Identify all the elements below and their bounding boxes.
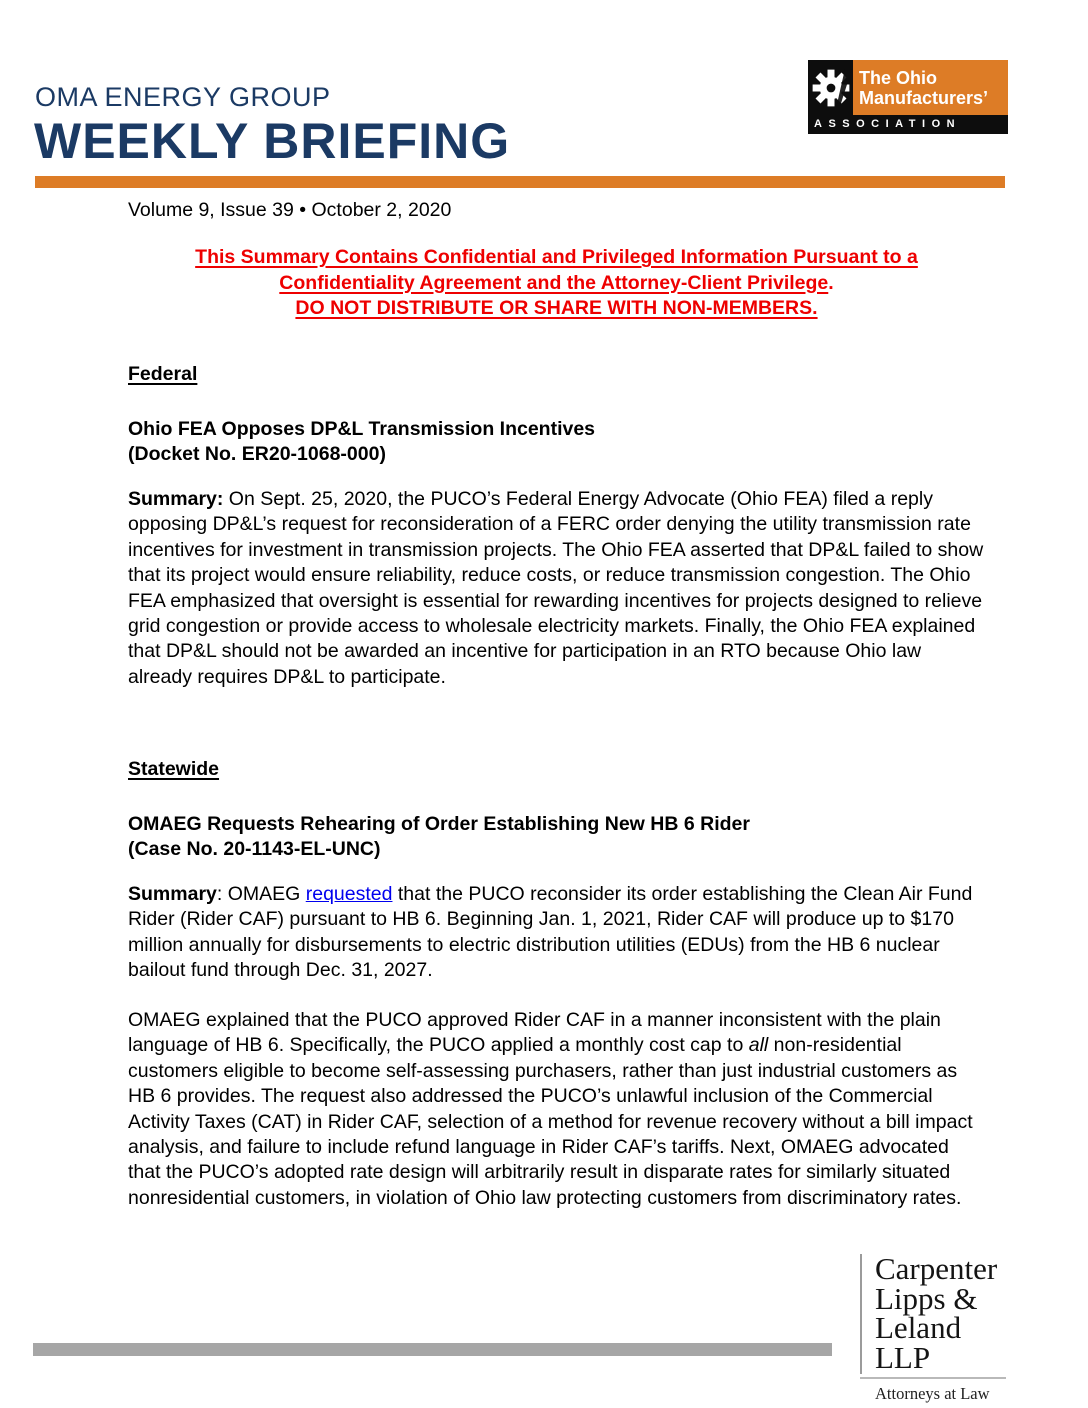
confidentiality-notice [128, 245, 985, 322]
brand-kicker: OMA ENERGY GROUP [35, 82, 331, 112]
page-title: WEEKLY BRIEFING [34, 113, 511, 169]
statewide-heading-line1: OMAEG Requests Rehearing of Order Establishing New HB 6 Rider [128, 813, 750, 835]
firm-name-line2: Lipps & [875, 1280, 978, 1316]
logo-text-line2: Manufacturers’ [859, 88, 989, 108]
statewide-second-paragraph [128, 1008, 985, 1211]
oma-logo [808, 60, 1008, 134]
statewide-para2-italic: all [748, 1034, 769, 1057]
notice-line2: Confidentiality Agreement and the Attorney-Client Privilege. [279, 271, 834, 294]
issue-line: Volume 9, Issue 39 • October 2, 2020 [128, 199, 452, 221]
federal-heading-line1: Ohio FEA Opposes DP&L Transmission Incentives [128, 418, 596, 440]
logo-name [853, 60, 1008, 115]
statewide-summary-post-link: that the PUCO reconsider its order establishing the Clean Air Fund Rider (Rider CAF) pursuant to HB 6. Beginning Jan. 1, 2021, Rider CAF will produce up to $170 million annually for disbursements to electric distribution utilities (EDUs) from the HB 6 nuclear bailout fund through Dec. 31, 2027. [128, 883, 973, 982]
statewide-para2-part1: OMAEG explained that the PUCO approved Rider CAF in a manner inconsistent with the plain language of HB 6. Specifically, the PUCO applied a monthly cost cap to [128, 1009, 941, 1057]
firm-logo-rule [860, 1377, 1006, 1379]
firm-name [860, 1251, 1006, 1375]
statewide-article-heading [128, 812, 985, 863]
federal-article-heading [128, 417, 985, 468]
requested-link[interactable]: requested [305, 883, 393, 905]
header-divider [35, 176, 1005, 188]
statewide-summary-pre-link: : OMAEG [216, 883, 306, 905]
gear-icon [808, 60, 853, 115]
statewide-para2-part2: non-residential customers eligible to become self-assessing purchasers, rather than just industrial customers as HB 6 provides. The request also addressed the PUCO’s unlawful inclusion of the Commercial Activity Taxes (CAT) in Rider CAF, selection of a method for revenue recovery without a bill impact analysis, and failure to include refund language in Rider CAF’s tariffs. Next, OMAEG advocated that the PUCO’s adopted rate design will arbitrarily result in disparate rates for similarly situated nonresidential customers, in violation of Ohio law protecting customers from discriminatory rates. [128, 1034, 973, 1209]
statewide-summary-paragraph [128, 882, 985, 984]
federal-summary-paragraph [128, 487, 985, 690]
notice-line1: This Summary Contains Confidential and Privileged Information Pursuant to a [195, 246, 918, 268]
footer-divider [33, 1343, 832, 1356]
carpenter-lipps-leland-logo [860, 1251, 1006, 1404]
firm-name-line1: Carpenter [875, 1251, 998, 1286]
section-label-statewide: Statewide [128, 758, 220, 780]
section-label-federal: Federal [128, 363, 198, 385]
notice-line3: DO NOT DISTRIBUTE OR SHARE WITH NON-MEMBERS. [295, 297, 818, 319]
statewide-heading-line2: (Case No. 20-1143-EL-UNC) [128, 838, 381, 861]
federal-summary-text: On Sept. 25, 2020, the PUCO’s Federal Energy Advocate (Ohio FEA) filed a reply opposing DP&L’s request for reconsideration of a FERC order denying the utility transmission rate incentives for investment in transmission projects. The Ohio FEA asserted that DP&L failed to show that its project would ensure reliability, reduce costs, or reduce transmission congestion. The Ohio FEA emphasized that oversight is essential for rewarding incentives for projects designed to relieve grid congestion or provide access to wholesale electricity markets. Finally, the Ohio FEA explained that DP&L should not be awarded an incentive for participation in an RTO because Ohio law already requires DP&L to participate. [128, 488, 984, 688]
statewide-summary-label: Summary [128, 883, 217, 905]
federal-summary-label: Summary: [128, 488, 224, 510]
logo-banner: ASSOCIATION [808, 115, 1008, 134]
federal-heading-line2: (Docket No. ER20-1068-000) [128, 443, 386, 466]
oma-logo-top [808, 60, 1008, 115]
firm-tagline: Attorneys at Law [875, 1384, 990, 1403]
logo-text-line1: The Ohio [859, 68, 937, 88]
firm-name-line3: Leland LLP [875, 1310, 962, 1375]
